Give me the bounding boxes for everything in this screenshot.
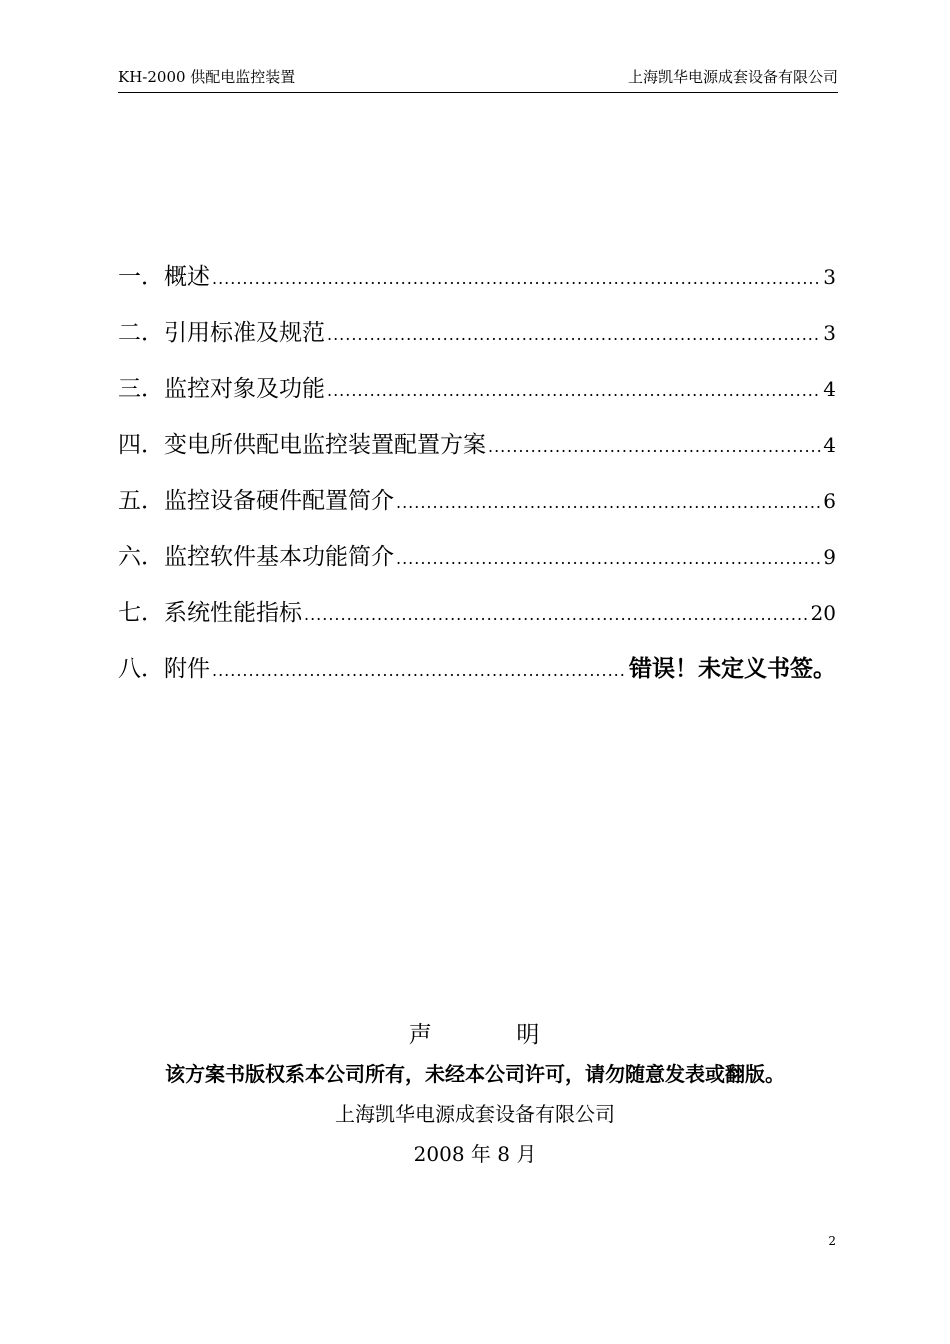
declaration-title-char-2: 明 bbox=[516, 1022, 542, 1048]
toc-dot-leader bbox=[396, 549, 821, 568]
table-of-contents bbox=[118, 258, 836, 706]
declaration-text: 该方案书版权系本公司所有，未经本公司许可，请勿随意发表或翻版。 bbox=[165, 1062, 785, 1086]
toc-entry-title: 监控软件基本功能简介 bbox=[164, 544, 394, 570]
toc-entry-title: 附件 bbox=[164, 656, 210, 682]
toc-entry-2[interactable] bbox=[118, 314, 836, 370]
toc-entry-title: 变电所供配电监控装置配置方案 bbox=[164, 432, 486, 458]
declaration-company: 上海凯华电源成套设备有限公司 bbox=[335, 1102, 615, 1126]
toc-entry-number: 六． bbox=[118, 544, 164, 570]
toc-entry-8[interactable] bbox=[118, 650, 836, 706]
toc-entry-title: 监控设备硬件配置简介 bbox=[164, 488, 394, 514]
toc-dot-leader bbox=[396, 493, 821, 512]
toc-entry-title: 系统性能指标 bbox=[164, 600, 302, 626]
toc-entry-page: 4 bbox=[823, 377, 836, 401]
page-header bbox=[118, 66, 838, 93]
declaration-date: 2008 年 8 月 bbox=[413, 1142, 537, 1166]
toc-entry-title: 概述 bbox=[164, 264, 210, 290]
toc-entry-7[interactable] bbox=[118, 594, 836, 650]
toc-entry-title: 监控对象及功能 bbox=[164, 376, 325, 402]
toc-entry-page: 9 bbox=[823, 545, 836, 569]
header-company-name: 上海凯华电源成套设备有限公司 bbox=[627, 68, 838, 86]
toc-dot-leader bbox=[212, 661, 627, 680]
toc-entry-title: 引用标准及规范 bbox=[164, 320, 325, 346]
toc-dot-leader bbox=[488, 437, 821, 456]
toc-entry-6[interactable] bbox=[118, 538, 836, 594]
toc-entry-4[interactable] bbox=[118, 426, 836, 482]
toc-entry-number: 七． bbox=[118, 600, 164, 626]
toc-entry-3[interactable] bbox=[118, 370, 836, 426]
toc-entry-number: 四． bbox=[118, 432, 164, 458]
toc-entry-1[interactable] bbox=[118, 258, 836, 314]
toc-entry-page: 6 bbox=[823, 489, 836, 513]
toc-entry-page: 3 bbox=[823, 321, 836, 345]
toc-dot-leader bbox=[327, 325, 821, 344]
toc-entry-number: 八． bbox=[118, 656, 164, 682]
declaration-title bbox=[0, 1016, 950, 1049]
toc-dot-leader bbox=[304, 605, 809, 624]
toc-entry-page: 3 bbox=[823, 265, 836, 289]
toc-dot-leader bbox=[327, 381, 821, 400]
toc-entry-5[interactable] bbox=[118, 482, 836, 538]
toc-entry-number: 五． bbox=[118, 488, 164, 514]
toc-entry-page: 4 bbox=[823, 433, 836, 457]
toc-entry-number: 三． bbox=[118, 376, 164, 402]
toc-entry-number: 二． bbox=[118, 320, 164, 346]
page-number: 2 bbox=[828, 1234, 836, 1248]
header-document-title: KH-2000 供配电监控装置 bbox=[118, 68, 296, 86]
declaration-title-char-1: 声 bbox=[408, 1022, 434, 1048]
toc-bookmark-error: 错误！未定义书签。 bbox=[629, 656, 836, 682]
toc-entry-number: 一． bbox=[118, 264, 164, 290]
toc-entry-page: 20 bbox=[810, 601, 836, 625]
toc-dot-leader bbox=[212, 269, 821, 288]
